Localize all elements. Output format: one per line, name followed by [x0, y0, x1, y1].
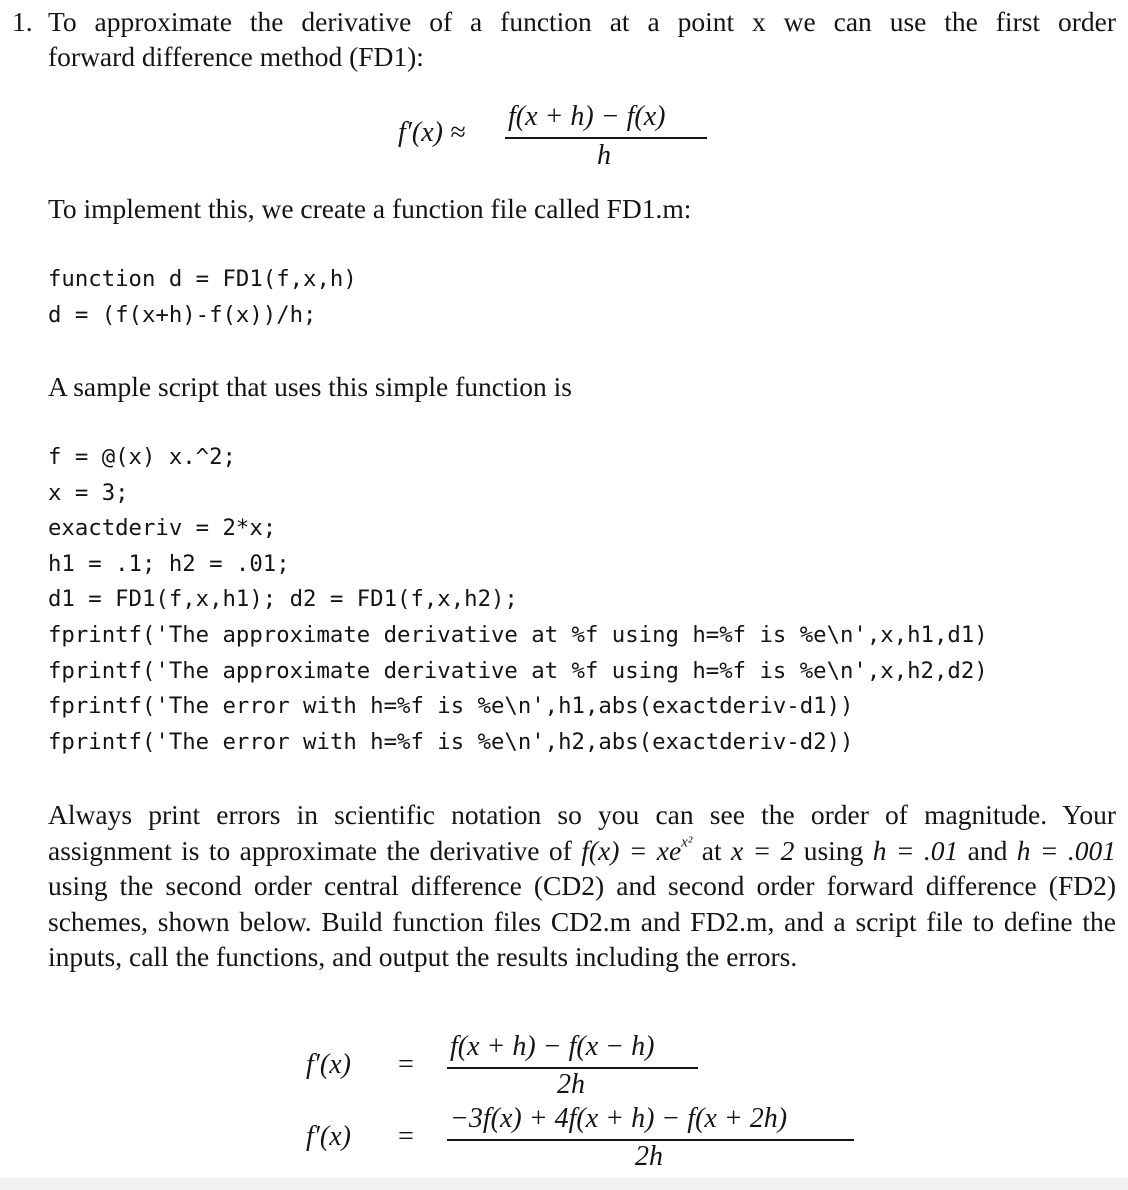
problem-number: 1. [12, 6, 33, 37]
script-code-block: f = @(x) x.^2; x = 3; exactderiv = 2*x; h1 = .1; h2 = .01; d1 = FD1(f,x,h1); d2 = FD1(f,x,h2); fprintf('The approximate derivative at %f using h=%f is %e\n',x,h1,d1) fprintf('The approximate derivative at %f using h=%f is %e\n',x,h2,d2) fprintf('The error with h=%f is %e\n',h1,abs(exactderiv-d1)) fprintf('The error with h=%f is %e\n',h2,abs(exactderiv-d2)) [48, 444, 988, 755]
cd2-denominator: 2h [557, 1069, 585, 1100]
assignment-text-4: and [958, 834, 1017, 866]
fd2-denominator: 2h [635, 1141, 663, 1172]
cd2-lhs: f′(x) [306, 1049, 351, 1080]
fd1-denominator: h [597, 140, 611, 171]
assignment-function-exponent: x² [681, 834, 693, 850]
intro-line-2: forward difference method (FD1): [48, 41, 424, 72]
fd1-numerator: f(x + h) − f(x) [508, 101, 666, 132]
fd2-equals: = [398, 1121, 414, 1152]
function-code-block: function d = FD1(f,x,h) d = (f(x+h)-f(x))/h; [48, 266, 357, 328]
assignment-text-1: Always print errors in scientific notation so you can see the order of magnitude. Your assignment is to approximate the derivative of [48, 799, 1116, 866]
implement-text: To implement this, we create a function file called FD1.m: [48, 193, 692, 224]
fd1-lhs: f′(x) ≈ [398, 117, 466, 148]
assignment-h2: h = .001 [1016, 834, 1117, 866]
assignment-h1: h = .01 [872, 834, 959, 866]
sample-text: A sample script that uses this simple function is [48, 371, 572, 402]
fd1-fraction-bar [505, 137, 707, 139]
cd2-equals: = [398, 1049, 414, 1080]
assignment-text-5: using the second order central difference (CD2) and second order forward difference (FD2) schemes, shown below. Build function files CD2.m and FD2.m, and a script file to define the inputs, call the functions, and output the results including the errors. [48, 870, 1116, 972]
intro-line-1: To approximate the derivative of a function at a point x we can use the first order [48, 6, 1116, 37]
assignment-function-base: f(x) = xe [581, 834, 682, 866]
assignment-paragraph [48, 797, 1116, 975]
assignment-point: x = 2 [731, 834, 795, 866]
fd2-numerator: −3f(x) + 4f(x + h) − f(x + 2h) [450, 1103, 788, 1134]
fd2-lhs: f′(x) [306, 1121, 351, 1152]
page-bottom-edge [0, 1178, 1128, 1190]
assignment-text-3: using [794, 834, 873, 866]
assignment-text-2: at [692, 834, 731, 866]
assignment-function [581, 835, 692, 866]
cd2-numerator: f(x + h) − f(x − h) [450, 1031, 655, 1062]
